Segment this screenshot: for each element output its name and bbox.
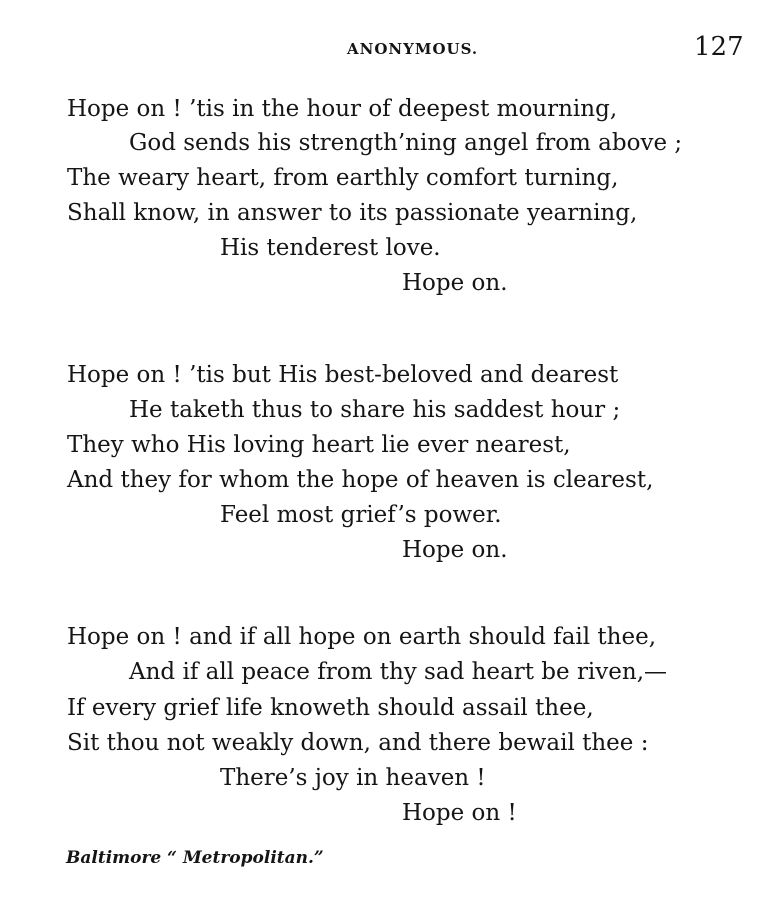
stanza-2-line-5: Feel most grief’s power. — [220, 502, 502, 528]
stanza-2-refrain: Hope on. — [402, 537, 508, 563]
stanza-1-line-2: God sends his strength’ning angel from above ; — [129, 130, 683, 156]
stanza-2-line-4: And they for whom the hope of heaven is clearest, — [67, 467, 654, 493]
stanza-3-line-5: There’s joy in heaven ! — [220, 765, 486, 791]
stanza-1-line-1: Hope on ! ’tis in the hour of deepest mourning, — [67, 96, 618, 122]
stanza-3-line-1: Hope on ! and if all hope on earth should fail thee, — [67, 624, 657, 650]
stanza-2-line-2: He taketh thus to share his saddest hour ; — [129, 397, 621, 423]
page-number: 127 — [694, 32, 744, 62]
stanza-3-line-2: And if all peace from thy sad heart be riven,— — [129, 659, 668, 685]
stanza-3-line-4: Sit thou not weakly down, and there bewail thee : — [67, 730, 649, 756]
stanza-2-line-1: Hope on ! ’tis but His best-beloved and dearest — [67, 362, 619, 388]
source-attribution: Baltimore “ Metropolitan.” — [66, 848, 324, 868]
stanza-1-line-4: Shall know, in answer to its passionate yearning, — [67, 200, 638, 226]
running-header: ANONYMOUS. — [347, 40, 479, 58]
stanza-3-refrain: Hope on ! — [402, 800, 517, 826]
stanza-1-line-3: The weary heart, from earthly comfort turning, — [67, 165, 619, 191]
stanza-3-line-3: If every grief life knoweth should assail thee, — [67, 695, 594, 721]
stanza-1-line-5: His tenderest love. — [220, 235, 441, 261]
stanza-1-refrain: Hope on. — [402, 270, 508, 296]
stanza-2-line-3: They who His loving heart lie ever nearest, — [67, 432, 571, 458]
